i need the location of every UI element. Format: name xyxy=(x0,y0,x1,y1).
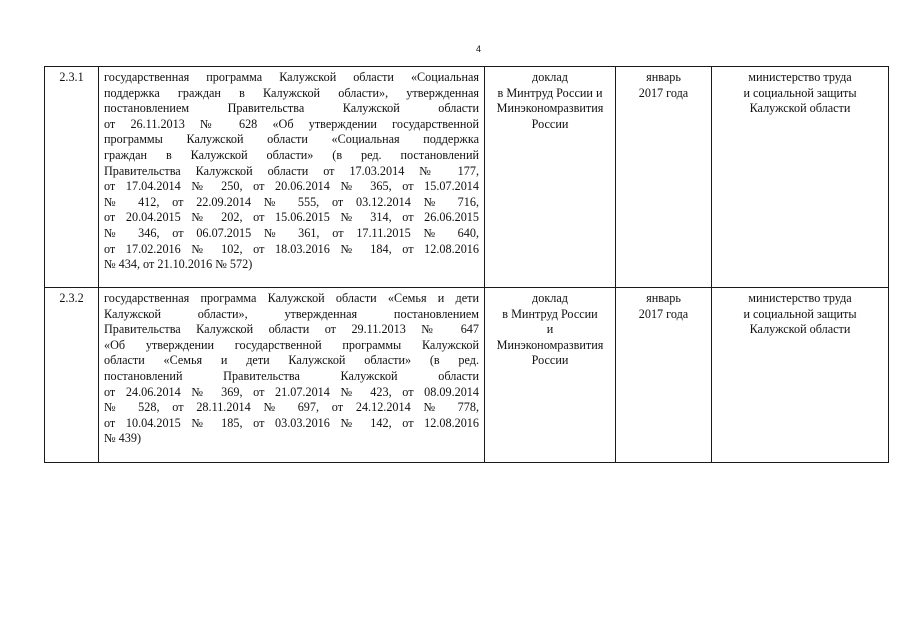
report-form-line: в Минтруд России и xyxy=(497,85,603,100)
responsible-executor xyxy=(712,67,889,288)
description-line: постановлением Правительства Калужской области xyxy=(104,101,479,116)
description-line: № 528, от 28.11.2014 № 697, от 24.12.2014 № 778, xyxy=(104,400,479,415)
deadline xyxy=(616,67,712,288)
report-form-line: доклад xyxy=(532,291,568,305)
description-line: поддержка граждан в Калужской области», утвержденная xyxy=(104,85,479,100)
description-line: № 439) xyxy=(104,431,142,446)
executor-line: и социальной защиты xyxy=(743,85,857,100)
executor-line: Калужской области xyxy=(749,101,851,116)
table-row xyxy=(45,288,889,463)
executor-line: министерство труда xyxy=(748,70,852,84)
deadline-line: январь xyxy=(646,291,681,305)
report-form-line: и xyxy=(546,322,554,337)
plan-table xyxy=(44,66,889,463)
description-line: Правительства Калужской области от 17.03.2014 № 177, xyxy=(104,163,479,178)
executor-line: и социальной защиты xyxy=(743,306,857,321)
deadline-line: 2017 года xyxy=(638,85,689,100)
description-line: от 10.04.2015 № 185, от 03.03.2016 № 142, от 12.08.2016 xyxy=(104,415,479,430)
report-form xyxy=(485,67,616,288)
description-line: от 26.11.2013 № 628 «Об утверждении государственной xyxy=(104,116,479,131)
executor-line: министерство труда xyxy=(748,291,852,305)
deadline-line: 2017 года xyxy=(638,306,689,321)
report-form xyxy=(485,288,616,463)
description-line: № 434, от 21.10.2016 № 572) xyxy=(104,257,253,272)
description-line: государственная программа Калужской области «Семья и дети xyxy=(104,291,479,305)
report-form-line: Минэкономразвития xyxy=(496,101,604,116)
item-number: 2.3.2 xyxy=(45,288,99,463)
executor-line: Калужской области xyxy=(749,322,851,337)
description-line: государственная программа Калужской области «Социальная xyxy=(104,70,479,84)
deadline xyxy=(616,288,712,463)
description-line: от 17.04.2014 № 250, от 20.06.2014 № 365, от 15.07.2014 xyxy=(104,179,479,194)
description-line: постановлений Правительства Калужской области xyxy=(104,368,479,383)
description-line: от 17.02.2016 № 102, от 18.03.2016 № 184, от 12.08.2016 xyxy=(104,241,479,256)
description-line: Правительства Калужской области от 29.11.2013 № 647 xyxy=(104,322,479,337)
description-line: программы Калужской области «Социальная поддержка xyxy=(104,132,479,147)
page-number: 4 xyxy=(476,44,482,54)
description-line: граждан в Калужской области» (в ред. постановлений xyxy=(104,147,479,162)
responsible-executor xyxy=(712,288,889,463)
description-line: № 346, от 06.07.2015 № 361, от 17.11.2015 № 640, xyxy=(104,225,479,240)
table-row xyxy=(45,67,889,288)
item-number: 2.3.1 xyxy=(45,67,99,288)
description-line: Калужской области», утвержденная постановлением xyxy=(104,306,479,321)
deadline-line: январь xyxy=(646,70,681,84)
description-line: области «Семья и дети Калужской области» (в ред. xyxy=(104,353,479,368)
description-line: от 20.04.2015 № 202, от 15.06.2015 № 314, от 26.06.2015 xyxy=(104,210,479,225)
report-form-line: Минэкономразвития xyxy=(496,337,604,352)
description-line: № 412, от 22.09.2014 № 555, от 03.12.2014 № 716, xyxy=(104,194,479,209)
program-description xyxy=(99,67,485,288)
report-form-line: России xyxy=(531,116,569,131)
description-line: от 24.06.2014 № 369, от 21.07.2014 № 423, от 08.09.2014 xyxy=(104,384,479,399)
report-form-line: в Минтруд России xyxy=(502,306,598,321)
program-description xyxy=(99,288,485,463)
report-form-line: России xyxy=(531,353,569,368)
description-line: «Об утверждении государственной программы Калужской xyxy=(104,337,479,352)
report-form-line: доклад xyxy=(532,70,568,84)
